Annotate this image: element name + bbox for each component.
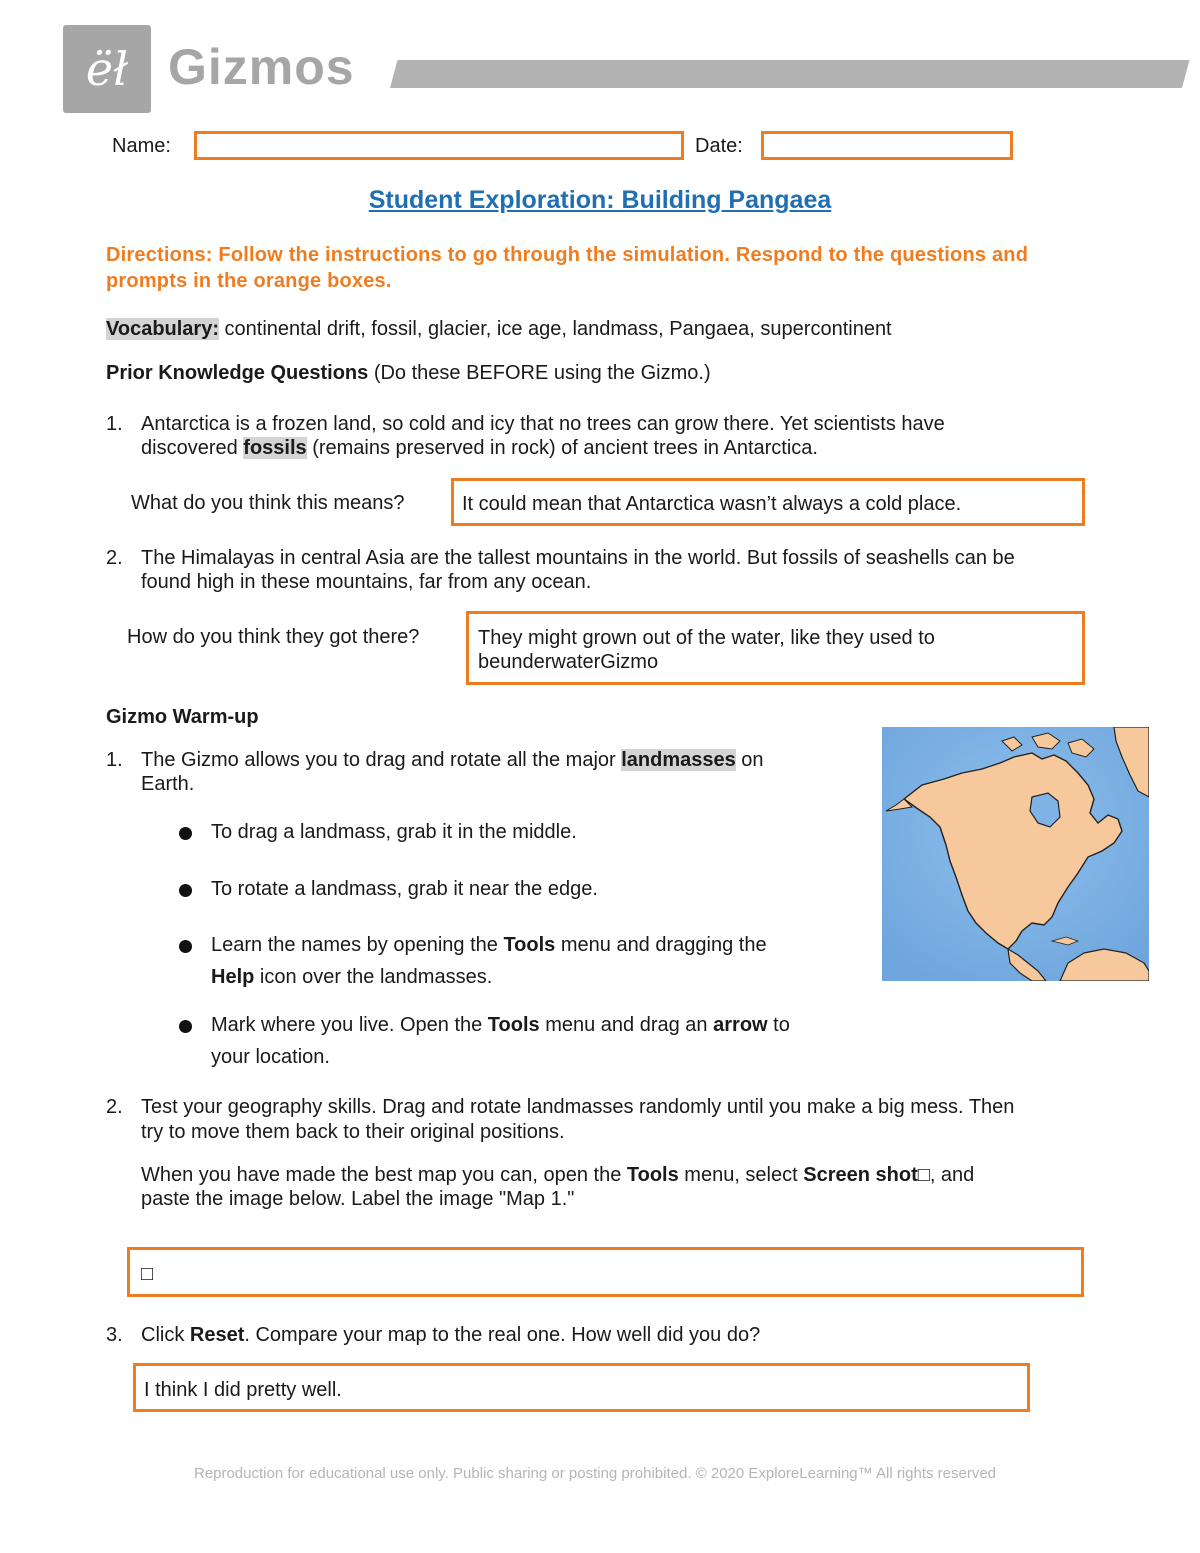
text-span: . Compare your map to the real one. How well did you do? xyxy=(244,1324,761,1346)
text-span: menu and dragging the xyxy=(555,934,767,956)
text-span: , and xyxy=(929,1164,975,1186)
text-span: menu and drag an xyxy=(539,1014,714,1036)
bullet-icon xyxy=(179,827,192,840)
answer-text: I think I did pretty well. xyxy=(144,1379,342,1401)
question-number: 2. xyxy=(106,1096,123,1118)
question-text xyxy=(141,1163,974,1187)
name-field[interactable] xyxy=(194,131,684,160)
answer-box[interactable] xyxy=(451,478,1085,526)
answer-text: □ xyxy=(141,1263,154,1285)
name-label: Name: xyxy=(112,135,171,157)
answer-box[interactable] xyxy=(127,1247,1084,1297)
question-number: 1. xyxy=(106,749,123,771)
answer-text: beunderwaterGizmo xyxy=(478,651,659,673)
bullet-text: To drag a landmass, grab it in the middle. xyxy=(211,821,577,843)
question-text: Earth. xyxy=(141,773,195,795)
footer-copyright: Reproduction for educational use only. Public sharing or posting prohibited. © 2020 ExploreLearning™ All rights reserved xyxy=(193,1465,997,1482)
bold-term: arrow xyxy=(713,1014,768,1036)
bullet-icon xyxy=(179,884,192,897)
text-span: Click xyxy=(141,1324,190,1346)
bullet-icon xyxy=(179,940,192,953)
answer-text: They might grown out of the water, like they used to xyxy=(478,627,935,649)
question-number: 3. xyxy=(106,1324,123,1346)
vocab-term: fossils xyxy=(243,437,307,459)
text-span: Learn the names by opening the xyxy=(211,934,504,956)
vocabulary-label: Vocabulary: xyxy=(106,318,219,340)
question-text xyxy=(141,436,818,460)
bold-term: Reset xyxy=(189,1324,245,1346)
answer-text: It could mean that Antarctica wasn’t always a cold place. xyxy=(462,493,962,515)
bullet-text xyxy=(211,933,767,957)
question-text: try to move them back to their original positions. xyxy=(141,1121,565,1143)
question-number: 2. xyxy=(106,547,123,569)
text-span: (remains preserved in rock) of ancient trees in Antarctica. xyxy=(306,437,818,459)
bold-term: Screen shot□ xyxy=(803,1164,930,1186)
bullet-icon xyxy=(179,1020,192,1033)
bullet-text xyxy=(211,965,492,989)
question-text: Antarctica is a frozen land, so cold and icy that no trees can grow there. Yet scientists have xyxy=(141,413,945,435)
text-span: icon over the landmasses. xyxy=(254,966,493,988)
warmup-heading: Gizmo Warm-up xyxy=(106,706,259,728)
logo-mark: ëł xyxy=(85,42,129,96)
bullet-text: your location. xyxy=(211,1046,330,1068)
vocabulary-line xyxy=(106,317,892,341)
answer-prompt: How do you think they got there? xyxy=(127,626,420,648)
page-title: Student Exploration: Building Pangaea xyxy=(368,186,832,214)
prior-knowledge-heading: Prior Knowledge Questions xyxy=(106,362,369,384)
question-text xyxy=(141,748,764,772)
text-span: When you have made the best map you can, open the xyxy=(141,1164,627,1186)
brand-name: Gizmos xyxy=(168,39,355,95)
vocabulary-terms: continental drift, fossil, glacier, ice age, landmass, Pangaea, supercontinent xyxy=(219,318,892,340)
bullet-text xyxy=(211,1013,790,1037)
map-graphic xyxy=(882,727,1149,981)
text-span: menu, select xyxy=(678,1164,804,1186)
date-field[interactable] xyxy=(761,131,1013,160)
question-text xyxy=(141,1323,760,1347)
answer-prompt: What do you think this means? xyxy=(131,492,405,514)
text-span: to xyxy=(767,1014,790,1036)
directions: Directions: Follow the instructions to go through the simulation. Respond to the questions and prompts in the orange boxes. xyxy=(106,244,1029,292)
question-text: found high in these mountains, far from any ocean. xyxy=(141,571,592,593)
question-text: Test your geography skills. Drag and rotate landmasses randomly until you make a big mess. Then xyxy=(141,1096,1015,1118)
answer-box[interactable] xyxy=(133,1363,1030,1412)
answer-box[interactable] xyxy=(466,611,1085,685)
text-span: Mark where you live. Open the xyxy=(211,1014,488,1036)
header-bar xyxy=(390,60,1190,88)
north-america-map-image xyxy=(882,727,1149,981)
text-span: The Gizmo allows you to drag and rotate all the major xyxy=(141,749,622,771)
bullet-text: To rotate a landmass, grab it near the edge. xyxy=(211,878,598,900)
text-span: discovered xyxy=(141,437,244,459)
prior-knowledge-note: (Do these BEFORE using the Gizmo.) xyxy=(368,362,711,384)
text-span: on xyxy=(735,749,764,771)
bold-term: Tools xyxy=(626,1164,679,1186)
question-number: 1. xyxy=(106,413,123,435)
question-text: The Himalayas in central Asia are the tallest mountains in the world. But fossils of seashells can be xyxy=(141,547,1015,569)
vocab-term: landmasses xyxy=(621,749,736,771)
explorelearning-logo xyxy=(63,25,151,113)
date-label: Date: xyxy=(695,135,743,157)
prior-knowledge-heading-line xyxy=(106,361,711,385)
question-text: paste the image below. Label the image "Map 1." xyxy=(141,1188,575,1210)
bold-term: Tools xyxy=(503,934,556,956)
bold-term: Tools xyxy=(487,1014,540,1036)
bold-term: Help xyxy=(211,966,255,988)
